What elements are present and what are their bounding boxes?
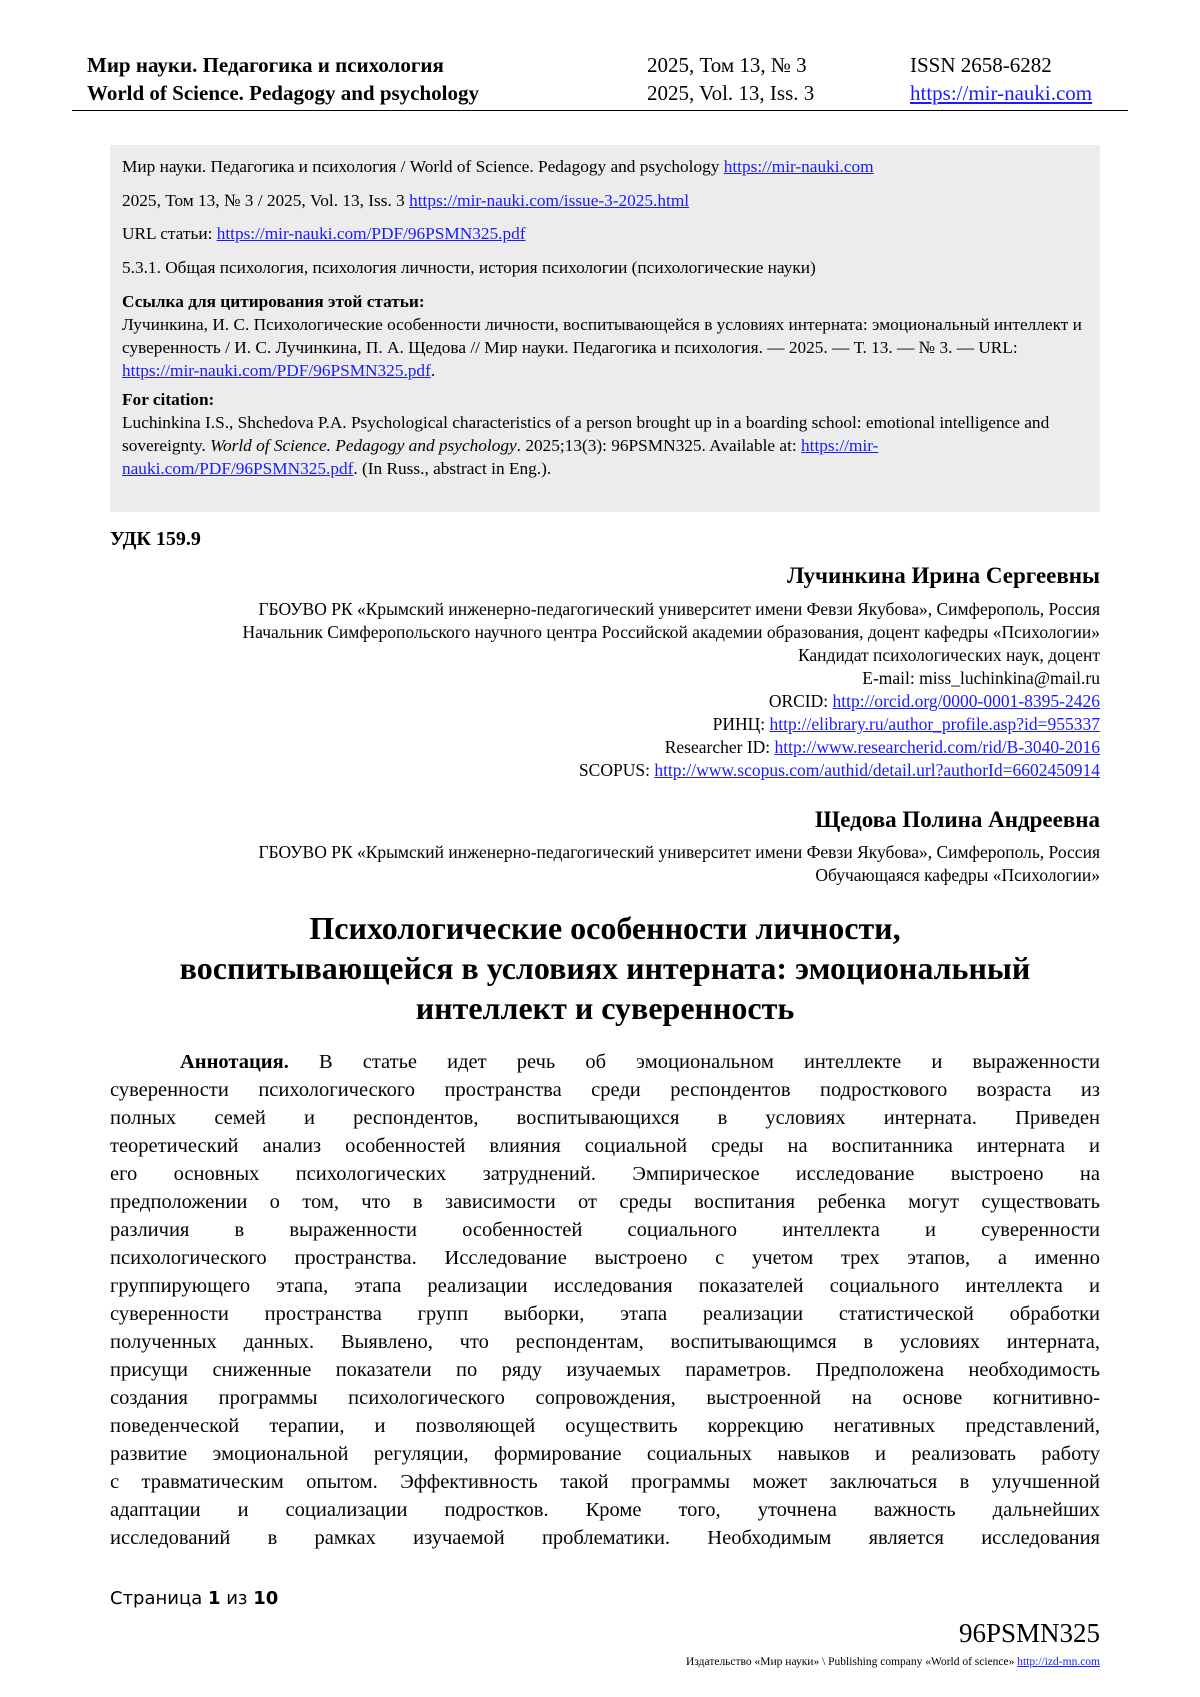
publisher-line xyxy=(686,1656,1100,1668)
ru-citation-text: Лучинкина, И. С. Психологические особенности личности, воспитывающейся в условиях интерната: эмоциональный интеллект и суверенность / И. С. Лучинкина, П. А. Щедова // Мир науки. Педагогика и психология. — 2025. — Т. 13. — № 3. — URL: xyxy=(122,315,1082,357)
url-line xyxy=(122,222,1088,245)
abstract-line: полученных данных. Выявлено, что респондентам, воспитывающимся в условиях интерната, xyxy=(110,1331,1100,1353)
author1-scopus xyxy=(110,759,1100,782)
en-citation-journal: World of Science. Pedagogy and psychology xyxy=(210,436,517,455)
abstract-line: его основных психологических затруднений. Эмпирическое исследование выстроено на xyxy=(110,1163,1100,1185)
orcid-label: ORCID: xyxy=(768,691,833,711)
en-citation-text: Luchinkina I.S., Shchedova P.A. Psychological characteristics of a person brought up in a boarding school: emotional intelligence and sovereignty. xyxy=(122,413,1050,455)
journal-header xyxy=(72,52,1128,111)
author1-degree: Кандидат психологических наук, доцент xyxy=(797,645,1100,665)
journal-title-en: World of Science. Pedagogy and psychology xyxy=(87,81,480,105)
author1-rinc xyxy=(110,713,1100,736)
article-code: 96PSMN325 xyxy=(958,1618,1100,1648)
udk-code: УДК 159.9 xyxy=(110,528,201,550)
abstract-line: суверенности пространства групп выборки, этапа реализации статистической обработки xyxy=(110,1303,1100,1325)
author1-orcid xyxy=(110,690,1100,713)
article-url-link[interactable]: https://mir-nauki.com/PDF/96PSMN325.pdf xyxy=(216,224,526,243)
journal-link[interactable]: https://mir-nauki.com xyxy=(723,157,874,176)
ru-citation xyxy=(122,290,1088,382)
author1-position: Начальник Симферопольского научного центра Российской академии образования, доцент кафедры «Психологии» xyxy=(242,622,1100,642)
journal-title-ru: Мир науки. Педагогика и психология xyxy=(87,53,444,77)
abstract-line xyxy=(110,1048,1100,1076)
rinc-link[interactable]: http://elibrary.ru/author_profile.asp?id=955337 xyxy=(769,714,1100,734)
researcherid-link[interactable]: http://www.researcherid.com/rid/B-3040-2016 xyxy=(774,737,1100,757)
author1-affiliation: ГБОУВО РК «Крымский инженерно-педагогический университет имени Февзи Якубова», Симферополь, Россия xyxy=(258,599,1100,619)
abstract-line: группирующего этапа, этапа реализации исследования показателей социального интеллекта и xyxy=(110,1275,1100,1297)
site-link[interactable]: https://mir-nauki.com xyxy=(910,81,1093,105)
en-citation xyxy=(122,388,1088,480)
en-citation-end: . (In Russ., abstract in Eng.). xyxy=(353,459,552,478)
abstract-line: создания программы психологического сопровождения, выстроенной на основе когнитивно- xyxy=(110,1387,1100,1409)
author1-researcherid xyxy=(110,736,1100,759)
abstract-line: предположении о том, что в зависимости от среды воспитания ребенка могут существовать xyxy=(110,1191,1100,1213)
ru-citation-end: . xyxy=(430,361,436,380)
author2-position: Обучающаяся кафедры «Психологии» xyxy=(815,865,1100,885)
abstract-line: присущи сниженные показатели по ряду изучаемых параметров. Предположена необходимость xyxy=(110,1359,1100,1381)
issue-ru: 2025, Том 13, № 3 xyxy=(647,53,807,77)
abstract-line: различия в выраженности особенностей социального интеллекта и суверенности xyxy=(110,1219,1100,1241)
scopus-label: SCOPUS: xyxy=(578,760,655,780)
url-label: URL статьи: xyxy=(122,224,217,243)
abstract-line: теоретический анализ особенностей влияния социальной среды на воспитанника интерната и xyxy=(110,1135,1100,1157)
en-citation-label: For citation: xyxy=(122,390,215,409)
article-title-line3: интеллект и суверенность xyxy=(415,990,795,1026)
en-citation-link[interactable]: https://mir-nauki.com/PDF/96PSMN325.pdf xyxy=(122,436,879,478)
issue-line-text: 2025, Том 13, № 3 / 2025, Vol. 13, Iss. 3 xyxy=(122,191,410,210)
issn: ISSN 2658-6282 xyxy=(910,53,1052,77)
abstract-line: развитие эмоциональной регуляции, формирование социальных навыков и реализовать работу xyxy=(110,1443,1100,1465)
citation-box xyxy=(110,145,1100,512)
abstract-line: исследований в рамках изучаемой проблематики. Необходимым является исследования xyxy=(110,1527,1100,1549)
abstract-line: с травматическим опытом. Эффективность такой программы может заключаться в улучшенной xyxy=(110,1471,1100,1493)
author1-name: Лучинкина Ирина Сергеевны xyxy=(786,563,1100,588)
abstract-label: Аннотация. xyxy=(180,1051,289,1073)
abstract-line-text: В статье идет речь об эмоциональном интеллекте и выраженности xyxy=(288,1051,1100,1073)
author2-name: Щедова Полина Андреевна xyxy=(814,807,1100,832)
abstract-line: поведенческой терапии, и позволяющей осуществить коррекцию негативных представлений, xyxy=(110,1415,1100,1437)
issue-link[interactable]: https://mir-nauki.com/issue-3-2025.html xyxy=(409,191,690,210)
researcherid-label: Researcher ID: xyxy=(664,737,775,757)
abstract-line: адаптации и социализации подростков. Кроме того, уточнена важность дальнейших xyxy=(110,1499,1100,1521)
article-title-line2: воспитывающейся в условиях интерната: эмоциональный xyxy=(179,950,1031,986)
article-title xyxy=(110,908,1100,1028)
page-prefix: Страница xyxy=(110,1588,208,1609)
abstract-line: полных семей и респондентов, воспитывающихся в условиях интерната. Приведен xyxy=(110,1107,1100,1129)
author1-email: E-mail: miss_luchinkina@mail.ru xyxy=(862,668,1100,688)
publisher-text: Издательство «Мир науки» \ Publishing company «World of science» xyxy=(686,1656,1018,1668)
page-number xyxy=(110,1588,278,1609)
rinc-label: РИНЦ: xyxy=(712,714,770,734)
abstract xyxy=(110,1048,1100,1552)
issue-en: 2025, Vol. 13, Iss. 3 xyxy=(647,81,815,105)
ru-citation-label: Ссылка для цитирования этой статьи: xyxy=(122,292,425,311)
en-citation-mid: . 2025;13(3): 96PSMN325. Available at: xyxy=(516,436,801,455)
specialty-line: 5.3.1. Общая психология, психология личности, история психологии (психологические науки) xyxy=(122,258,816,277)
ru-citation-link[interactable]: https://mir-nauki.com/PDF/96PSMN325.pdf xyxy=(122,361,431,380)
issue-line xyxy=(122,189,1088,212)
page-total: 10 xyxy=(253,1588,279,1609)
orcid-link[interactable]: http://orcid.org/0000-0001-8395-2426 xyxy=(832,691,1100,711)
page-current: 1 xyxy=(207,1588,221,1609)
article-title-line1: Психологические особенности личности, xyxy=(309,910,901,946)
author2-affiliation: ГБОУВО РК «Крымский инженерно-педагогический университет имени Февзи Якубова», Симферополь, Россия xyxy=(258,842,1100,862)
publisher-link[interactable]: http://izd-mn.com xyxy=(1017,1656,1100,1668)
abstract-line: психологического пространства. Исследование выстроено с учетом трех этапов, а именно xyxy=(110,1247,1100,1269)
scopus-link[interactable]: http://www.scopus.com/authid/detail.url?authorId=6602450914 xyxy=(654,760,1100,780)
journal-line-text: Мир науки. Педагогика и психология / World of Science. Pedagogy and psychology xyxy=(122,157,724,176)
journal-line xyxy=(122,155,1088,178)
abstract-line: суверенности психологического пространства среди респондентов подросткового возраста из xyxy=(110,1079,1100,1101)
page-mid: из xyxy=(220,1588,254,1609)
